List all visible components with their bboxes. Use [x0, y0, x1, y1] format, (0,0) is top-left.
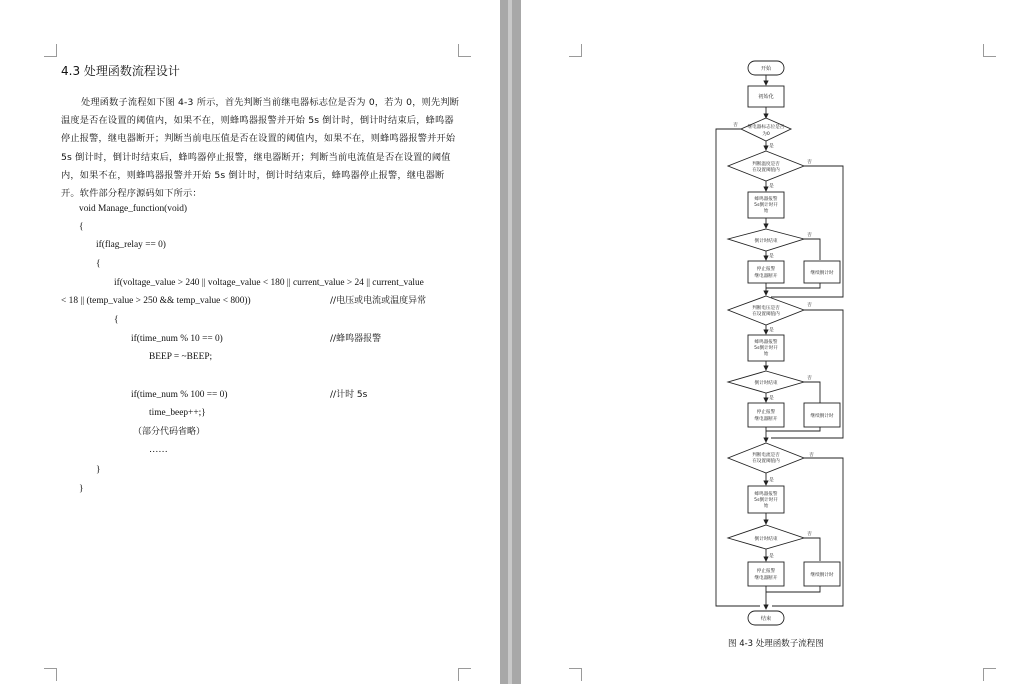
- no-label: 否: [807, 376, 812, 381]
- temp-label: 判断温度是否: [752, 162, 780, 167]
- stop-label: 继电器断开: [754, 576, 778, 581]
- alarm-label: 5s倒计时开: [754, 346, 778, 351]
- relay-label: 继电器标志位是否: [747, 125, 785, 130]
- end-label: 结束: [760, 616, 772, 622]
- yes-label: 是: [769, 328, 774, 333]
- no-label: 否: [733, 123, 738, 128]
- stop-label: 停止报警: [756, 569, 776, 574]
- curr-label: 在设置阈值内: [752, 459, 780, 464]
- alarm-label: 蜂鸣器报警: [754, 492, 778, 497]
- code-comment: //电压或电流或温度异常: [330, 296, 427, 306]
- keep-label: 继续倒计时: [810, 271, 834, 276]
- keep-label: 继续倒计时: [810, 573, 834, 578]
- code-line: }: [79, 484, 84, 494]
- stop-label: 停止报警: [756, 267, 776, 272]
- code-line: if(voltage_value > 240 || voltage_value < 180 || current_value > 24 || current_value: [114, 278, 424, 288]
- temp-label: 在设置阈值内: [752, 168, 780, 173]
- no-label: 否: [809, 453, 814, 458]
- code-line: ……: [149, 445, 168, 455]
- section-heading: 4.3 处理函数流程设计: [61, 64, 180, 78]
- keep-label: 继续倒计时: [810, 414, 834, 419]
- figure-caption: 图 4-3 处理函数子流程图: [728, 639, 824, 649]
- code-line: if(flag_relay == 0): [96, 240, 166, 250]
- yes-label: 是: [769, 184, 774, 189]
- body-paragraph: 处理函数子流程如下图 4-3 所示，首先判断当前继电器标志位是否为 0，若为 0，则先判断温度是否在设置的阈值内，如果不在，则蜂鸣器报警并开始 5s 倒计时，倒计时结束后，蜂鸣器停止报警，继电器断开；判断当前电压值是否在设置的阈值内，如果不在，则蜂鸣器报警并开始 5s 倒计时，倒计时结束后，蜂鸣器停止报警，继电器断开；判断当前电流值是否在设置的阈值内，如果不在，则蜂鸣器报警并开始 5s 倒计时，倒计时结束后，蜂鸣器停止报警，继电器断开。软件部分程序源码如下所示：: [61, 97, 460, 200]
- start-label: 开始: [760, 66, 772, 72]
- alarm-label: 蜂鸣器报警: [754, 340, 778, 345]
- alarm-label: 5s倒计时开: [754, 203, 778, 208]
- code-line: BEEP = ~BEEP;: [149, 352, 213, 362]
- stop-box-3: [748, 562, 784, 586]
- stop-box-2: [748, 403, 784, 427]
- alarm-label: 蜂鸣器报警: [754, 197, 778, 202]
- stop-label: 继电器断开: [754, 417, 778, 422]
- no-label: 否: [807, 160, 812, 165]
- yes-label: 是: [769, 144, 774, 149]
- no-label: 否: [807, 303, 812, 308]
- code-line: {: [114, 315, 119, 325]
- yes-label: 是: [769, 554, 774, 559]
- count-label: 倒计时结束: [754, 537, 778, 542]
- decision-curr: [728, 443, 804, 473]
- relay-label: 为0: [762, 132, 770, 137]
- alarm-label: 始: [763, 352, 769, 357]
- stop-box-1: [748, 261, 784, 283]
- alarm-label: 5s倒计时开: [754, 498, 778, 503]
- init-label: 初始化: [758, 94, 774, 100]
- count-label: 倒计时结束: [754, 381, 778, 386]
- yes-label: 是: [769, 478, 774, 483]
- alarm-label: 始: [763, 209, 769, 214]
- volt-label: 判断电压是否: [752, 306, 780, 311]
- code-line: }: [96, 465, 101, 475]
- yes-label: 是: [769, 254, 774, 259]
- code-line: < 18 || (temp_value > 250 && temp_value < 800)): [61, 296, 251, 306]
- alarm-label: 始: [763, 504, 769, 509]
- no-label: 否: [807, 532, 812, 537]
- code-comment: //蜂鸣器报警: [330, 334, 382, 344]
- code-line: void Manage_function(void): [79, 204, 188, 214]
- code-line: time_beep++;}: [149, 408, 206, 418]
- stop-label: 停止报警: [756, 410, 776, 415]
- code-comment: //计时 5s: [330, 390, 368, 400]
- curr-label: 判断电流是否: [752, 453, 780, 458]
- code-line: if(time_num % 100 == 0): [131, 390, 228, 400]
- code-line: {: [79, 222, 84, 232]
- code-note: （部分代码省略）: [133, 427, 206, 437]
- code-line: {: [96, 259, 101, 269]
- count-label: 倒计时结束: [754, 239, 778, 244]
- no-label: 否: [807, 233, 812, 238]
- yes-label: 是: [769, 396, 774, 401]
- code-line: if(time_num % 10 == 0): [131, 334, 223, 344]
- stop-label: 继电器断开: [754, 274, 778, 279]
- volt-label: 在设置阈值内: [752, 312, 780, 317]
